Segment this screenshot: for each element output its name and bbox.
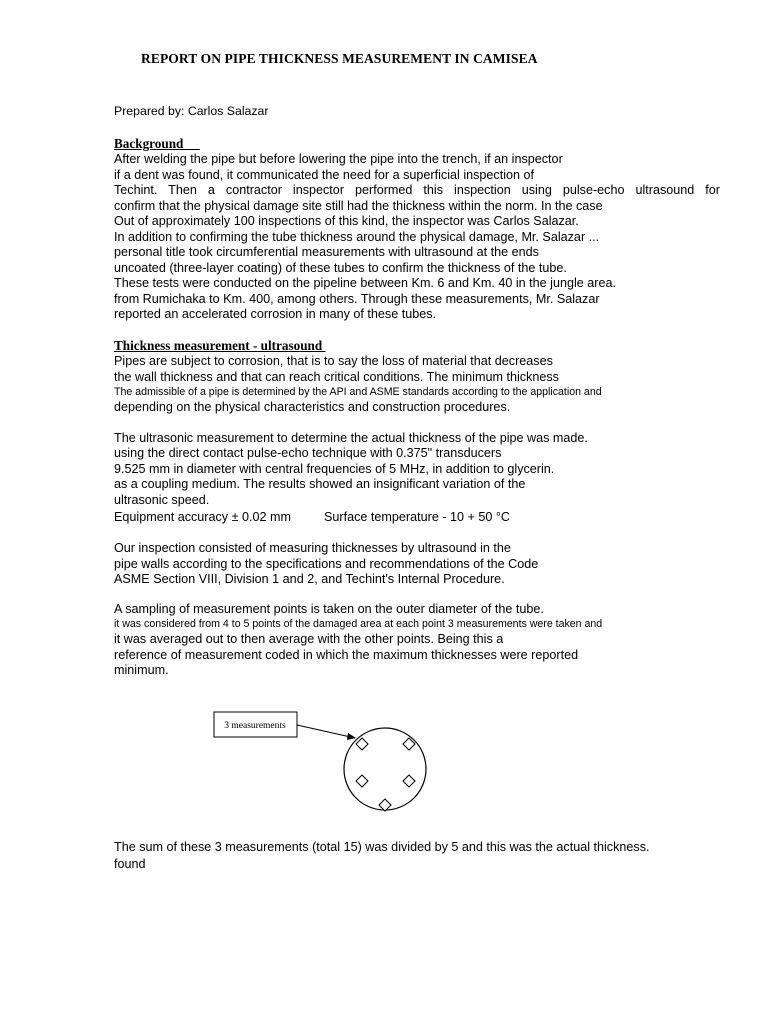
measurement-points-diagram	[205, 704, 445, 816]
ultrasonic-paragraph-line: 9.525 mm in diameter with central frequencies of 5 MHz, in addition to glycerin.	[114, 461, 555, 476]
surface-temperature: Surface temperature - 10 + 50 °C	[324, 510, 511, 524]
closing-line: The sum of these 3 measurements (total 15) was divided by 5 and this was the actual thickness.	[114, 840, 650, 854]
closing-line: found	[114, 856, 146, 871]
thickness-paragraph-line: Pipes are subject to corrosion, that is to say the loss of material that decreases	[114, 354, 553, 368]
prepared-by: Prepared by: Carlos Salazar	[114, 104, 269, 118]
inspection-paragraph-line: pipe walls according to the specifications and recommendations of the Code	[114, 556, 539, 571]
equipment-accuracy: Equipment accuracy ± 0.02 mm	[114, 510, 292, 524]
background-line: reported an accelerated corrosion in many of these tubes.	[114, 307, 437, 321]
background-line: After welding the pipe but before lowering the pipe into the trench, if an inspector	[114, 152, 563, 166]
background-line: personal title took circumferential measurements with ultrasound at the ends	[114, 245, 539, 259]
background-line: if a dent was found, it communicated the need for a superficial inspection of	[114, 167, 535, 182]
background-section	[114, 136, 734, 323]
paragraph-gap	[114, 527, 734, 541]
callout-arrowhead	[347, 733, 356, 740]
inspection-paragraph-line: Our inspection consisted of measuring thicknesses by ultrasound in the	[114, 541, 511, 555]
sampling-paragraph-line: it was considered from 4 to 5 points of the damaged area at each point 3 measurements were taken and	[114, 618, 603, 630]
ultrasonic-paragraph-line: The ultrasonic measurement to determine the actual thickness of the pipe was made.	[114, 430, 588, 445]
callout-arrow-line	[297, 725, 355, 738]
ultrasonic-paragraph-line: using the direct contact pulse-echo technique with 0.375" transducers	[114, 446, 502, 460]
inspection-paragraph-line: ASME Section VIII, Division 1 and 2, and Techint's Internal Procedure.	[114, 572, 505, 586]
background-line: confirm that the physical damage site still had the thickness within the norm. In the case	[114, 198, 603, 213]
paragraph-gap	[114, 416, 734, 431]
background-line: Out of approximately 100 inspections of this kind, the inspector was Carlos Salazar.	[114, 214, 579, 228]
sampling-paragraph-line: it was averaged out to then average with the other points. Being this a	[114, 632, 504, 646]
report-title: REPORT ON PIPE THICKNESS MEASUREMENT IN CAMISEA	[141, 51, 538, 66]
sampling-paragraph-line: reference of measurement coded in which the maximum thicknesses were reported	[114, 647, 579, 662]
thickness-section	[114, 338, 734, 679]
equipment-line	[114, 508, 734, 527]
thickness-paragraph-line: depending on the physical characteristics and construction procedures.	[114, 400, 511, 414]
background-line: These tests were conducted on the pipeline between Km. 6 and Km. 40 in the jungle area.	[114, 276, 616, 290]
background-line: from Rumichaka to Km. 400, among others. Through these measurements, Mr. Salazar	[114, 291, 600, 306]
paragraph-gap	[114, 588, 734, 602]
sampling-paragraph-line: A sampling of measurement points is taken on the outer diameter of the tube.	[114, 601, 544, 616]
background-line: uncoated (three-layer coating) of these tubes to confirm the thickness of the tube.	[114, 260, 567, 275]
background-heading: Background	[114, 136, 200, 151]
sampling-paragraph-line: minimum.	[114, 663, 169, 677]
background-line: Techint. Then a contractor inspector performed this inspection using pulse-echo ultrasound for	[114, 183, 720, 197]
thickness-paragraph-line: The admissible of a pipe is determined by the API and ASME standards according to the application and	[114, 386, 602, 398]
measurements-label: 3 measurements	[224, 721, 286, 731]
closing-paragraph	[114, 839, 650, 872]
thickness-heading: Thickness measurement - ultrasound	[114, 338, 326, 353]
thickness-paragraph-line: the wall thickness and that can reach critical conditions. The minimum thickness	[114, 369, 559, 384]
background-line: In addition to confirming the tube thickness around the physical damage, Mr. Salazar ...	[114, 229, 600, 244]
ultrasonic-paragraph-line: ultrasonic speed.	[114, 492, 210, 507]
pipe-cross-section	[344, 728, 426, 810]
ultrasonic-paragraph-line: as a coupling medium. The results showed an insignificant variation of the	[114, 477, 526, 491]
